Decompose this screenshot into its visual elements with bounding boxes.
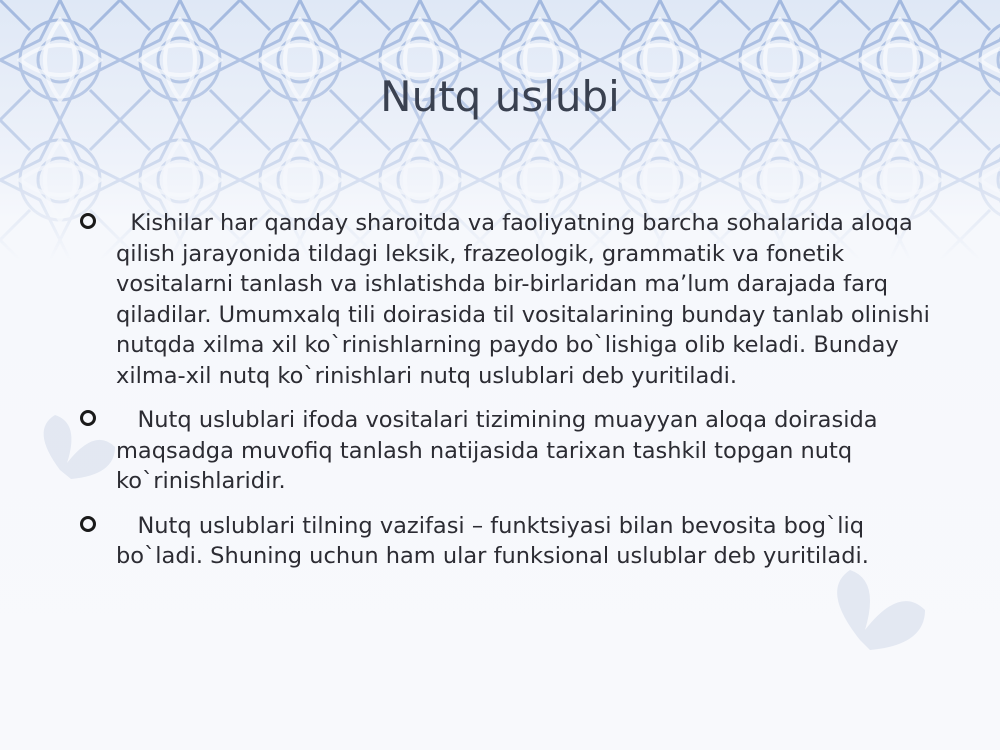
slide-title: Nutq uslubi <box>380 72 620 121</box>
circle-outline-icon <box>78 408 98 428</box>
list-item <box>78 208 958 391</box>
bullet-list <box>78 208 958 586</box>
list-item <box>78 405 958 497</box>
circle-outline-icon <box>78 514 98 534</box>
bullet-text: Nutq uslublari ifoda vositalari tizimining muayyan aloqa doirasida maqsadga muvofiq tanlash natijasida tarixan tashkil topgan nutq ko`rinishlaridir. <box>116 407 885 494</box>
bullet-text: Kishilar har qanday sharoitda va faoliyatning barcha sohalarida aloqa qilish jarayonida tildagi leksik, frazeologik, grammatik va fonetik vositalarni tanlash va ishlatishda bir-birlaridan ma’lum darajada farq qiladilar. Umumxalq tili doirasida til vositalarining bunday tanlab olinishi nutqda xilma xil ko`rinishlarning paydo bo`lishiga olib keladi. Bunday xilma-xil nutq ko`rinishlari nutq uslublari deb yuritiladi. <box>116 210 937 389</box>
bullet-text: Nutq uslublari tilning vazifasi – funktsiyasi bilan bevosita bog`liq bo`ladi. Shuning uchun ham ular funksional uslublar deb yuritiladi. <box>116 512 872 569</box>
circle-outline-icon <box>78 211 98 231</box>
list-item <box>78 511 958 572</box>
